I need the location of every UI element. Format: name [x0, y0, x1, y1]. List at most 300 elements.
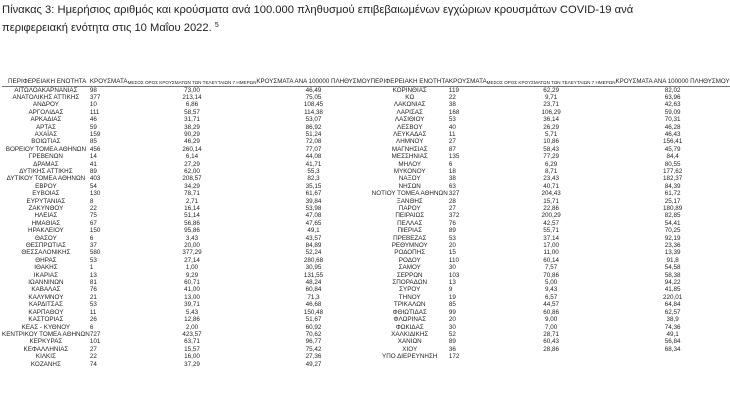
left-region-name-cell: ΓΡΕΒΕΝΩΝ	[28, 153, 63, 161]
header-region: ΠΕΡΙΦΕΡΕΙΑΚΗ ΕΝΟΤΗΤΑ	[371, 68, 449, 86]
left-mean-7-days-cell: 1,00	[185, 264, 199, 272]
table-row	[2, 272, 730, 279]
left-region-name-cell: ΚΟΖΑΝΗΣ	[30, 360, 61, 368]
right-mean-7-days-cell: 6,29	[544, 160, 558, 168]
table-row	[2, 264, 730, 271]
table-row	[2, 161, 730, 168]
right-cases-cell: 20	[448, 316, 456, 324]
table-row	[2, 242, 730, 249]
left-mean-7-days-cell: 2,71	[185, 197, 199, 205]
table-row	[2, 279, 730, 286]
left-mean-7-days-cell: 16,14	[184, 205, 200, 212]
table-row	[2, 316, 730, 323]
table-row	[2, 301, 730, 308]
table-row	[2, 190, 730, 197]
right-region-name-cell: ΣΑΜΟΥ	[398, 264, 421, 272]
left-cases-cell: 53	[89, 301, 97, 309]
right-rate-per-100000-cell: 25,17	[664, 197, 681, 205]
left-cases-cell: 46	[89, 116, 97, 124]
left-rate-per-100000-cell: 46,49	[305, 86, 322, 94]
right-region-name-cell: ΛΑΣΙΘΙΟΥ	[394, 116, 425, 124]
left-region-name-cell: ΑΧΑΪΑΣ	[34, 130, 58, 138]
left-mean-7-days-cell: 58,57	[184, 108, 200, 116]
table-row	[2, 249, 730, 256]
right-rate-per-100000-cell: 38,9	[666, 316, 679, 324]
left-mean-7-days-cell: 31,71	[184, 116, 200, 124]
right-rate-per-100000-cell: 82,02	[664, 86, 681, 94]
left-region-name-cell: ΔΥΤΙΚΗΣ ΑΤΤΙΚΗΣ	[19, 167, 73, 175]
left-rate-per-100000-cell: 53,07	[305, 116, 322, 124]
left-mean-7-days-cell: 39,71	[184, 301, 200, 309]
right-cases-cell: 38	[448, 175, 456, 183]
right-mean-7-days-cell: 62,29	[543, 86, 559, 94]
right-cases-cell: 76	[448, 219, 456, 227]
right-cases-cell: 30	[448, 264, 456, 272]
left-region-name-cell: ΚΕΡΚΥΡΑΣ	[29, 338, 63, 346]
right-cases-cell: 27	[448, 205, 456, 212]
left-region-name-cell: ΑΝΑΤΟΛΙΚΗΣ ΑΤΤΙΚΗΣ	[12, 93, 80, 101]
right-region-name-cell: ΞΑΝΘΗΣ	[396, 197, 423, 205]
left-region-name-cell: ΗΜΑΘΙΑΣ	[31, 219, 61, 227]
table-row	[2, 309, 730, 316]
left-rate-per-100000-cell: 51,24	[305, 130, 322, 138]
right-mean-7-days-cell: 40,71	[543, 182, 559, 190]
left-rate-per-100000-cell: 49,1	[307, 227, 320, 235]
right-region-name-cell: ΜΕΣΣΗΝΙΑΣ	[391, 153, 428, 161]
left-cases-cell: 14	[89, 153, 97, 161]
right-cases-cell: 27	[448, 138, 456, 146]
right-region-name-cell: ΛΑΡΙΣΑΣ	[396, 108, 423, 116]
right-cases-cell: 40	[448, 123, 456, 131]
left-cases-cell: 98	[89, 86, 97, 94]
right-cases-cell: 110	[448, 256, 459, 264]
right-rate-per-100000-cell: 62,57	[664, 308, 681, 316]
right-cases-cell: 87	[448, 145, 456, 153]
right-cases-cell: 20	[448, 242, 456, 250]
left-region-name-cell: ΚΑΛΥΜΝΟΥ	[28, 293, 64, 301]
right-rate-per-100000-cell: 49,1	[666, 330, 679, 338]
left-rate-per-100000-cell: 96,77	[305, 338, 322, 346]
left-rate-per-100000-cell: 77,07	[305, 145, 322, 153]
table-row	[2, 324, 730, 331]
left-rate-per-100000-cell: 49,27	[305, 360, 322, 368]
left-rate-per-100000-cell: 46,68	[305, 301, 322, 309]
right-region-name-cell: ΝΗΣΩΝ	[398, 182, 421, 190]
left-cases-cell: 53	[89, 256, 97, 264]
right-mean-7-days-cell: 10,86	[543, 138, 559, 146]
left-region-name-cell: ΚΙΛΚΙΣ	[35, 353, 56, 361]
right-region-name-cell: ΝΟΤΙΟΥ ΤΟΜΕΑ ΑΘΗΝΩΝ	[371, 190, 448, 198]
left-rate-per-100000-cell: 60,84	[305, 286, 322, 294]
right-mean-7-days-cell: 28,71	[543, 330, 559, 338]
right-mean-7-days-cell: 60,86	[543, 308, 559, 316]
right-rate-per-100000-cell: 59,09	[664, 108, 681, 116]
table-row	[2, 168, 730, 175]
left-rate-per-100000-cell: 43,57	[305, 234, 322, 242]
left-mean-7-days-cell: 12,86	[184, 316, 200, 324]
right-region-name-cell: ΛΗΜΝΟΥ	[396, 138, 424, 146]
left-cases-cell: 74	[89, 360, 97, 368]
left-region-name-cell: ΑΝΔΡΟΥ	[32, 101, 59, 109]
left-rate-per-100000-cell: 108,45	[303, 101, 324, 109]
right-cases-cell: 6	[448, 160, 453, 168]
right-region-name-cell: ΚΟΡΙΝΘΙΑΣ	[392, 86, 427, 94]
table-row	[2, 286, 730, 293]
left-rate-per-100000-cell: 75,05	[305, 93, 322, 101]
left-cases-cell: 22	[89, 353, 97, 361]
left-region-name-cell: ΖΑΚΥΝΘΟΥ	[28, 205, 64, 212]
right-rate-per-100000-cell: 70,31	[664, 116, 681, 124]
left-cases-cell: 22	[89, 205, 97, 212]
right-rate-per-100000-cell: 180,89	[662, 205, 683, 212]
table-row	[2, 205, 730, 212]
left-cases-cell: 727	[89, 330, 101, 338]
right-mean-7-days-cell: 36,14	[543, 116, 559, 124]
left-region-name-cell: ΘΕΣΣΑΛΟΝΙΚΗΣ	[21, 249, 71, 257]
right-region-name-cell: ΚΩ	[405, 93, 415, 101]
left-region-name-cell: ΑΙΤΩΛΟΑΚΑΡΝΑΝΙΑΣ	[14, 86, 78, 94]
right-rate-per-100000-cell: 177,62	[662, 167, 683, 175]
table-row	[2, 346, 730, 353]
left-mean-7-days-cell: 51,14	[184, 212, 200, 220]
left-rate-per-100000-cell: 53,98	[305, 205, 322, 212]
left-rate-per-100000-cell: 86,92	[305, 123, 322, 131]
table-row	[2, 198, 730, 205]
left-region-name-cell: ΙΩΑΝΝΙΝΩΝ	[28, 279, 64, 287]
left-region-name-cell: ΙΘΑΚΗΣ	[34, 264, 58, 272]
right-region-name-cell: ΦΛΩΡΙΝΑΣ	[393, 316, 426, 324]
left-cases-cell: 456	[89, 145, 101, 153]
left-cases-cell: 1	[89, 264, 94, 272]
right-mean-7-days-cell: 44,57	[543, 301, 559, 309]
right-rate-per-100000-cell: 23,36	[664, 242, 681, 250]
left-cases-cell: 76	[89, 286, 97, 294]
right-mean-7-days-cell	[487, 361, 616, 368]
right-cases-cell: 36	[448, 345, 456, 353]
right-rate-per-100000-cell: 220,01	[662, 293, 683, 301]
header-mean: ΜΕΣΟΣ ΟΡΟΣ ΚΡΟΥΣΜΑΤΩΝ ΤΩΝ ΤΕΛΕΥΤΑΙΩΝ 7 ΗΜΕΡΩΝ	[487, 68, 616, 86]
header-region: ΠΕΡΙΦΕΡΕΙΑΚΗ ΕΝΟΤΗΤΑ	[2, 68, 90, 86]
table-row	[2, 212, 730, 219]
left-cases-cell: 89	[89, 167, 97, 175]
table-body	[2, 86, 730, 368]
left-region-name-cell: ΙΚΑΡΙΑΣ	[33, 271, 58, 279]
table-row	[2, 331, 730, 338]
left-region-name-cell: ΑΡΚΑΔΙΑΣ	[30, 116, 62, 124]
left-mean-7-days-cell: 46,29	[184, 138, 200, 146]
right-region-name-cell: ΧΙΟΥ	[402, 345, 418, 353]
left-cases-cell: 377	[89, 93, 101, 101]
left-cases-cell: 8	[89, 197, 94, 205]
left-rate-per-100000-cell: 30,95	[305, 264, 322, 272]
right-mean-7-days-cell: 26,29	[543, 123, 559, 131]
right-cases-cell: 30	[448, 323, 456, 331]
left-cases-cell: 85	[89, 138, 97, 146]
right-mean-7-days-cell: 15,71	[543, 197, 559, 205]
left-rate-per-100000-cell: 51,67	[305, 316, 322, 324]
left-mean-7-days-cell: 15,57	[184, 345, 200, 353]
left-region-name-cell: ΚΕΑΣ - ΚΥΘΝΟΥ	[21, 323, 71, 331]
table-row	[2, 183, 730, 190]
right-mean-7-days-cell: 28,86	[543, 345, 559, 353]
left-mean-7-days-cell: 377,29	[182, 249, 202, 257]
left-mean-7-days-cell: 62,00	[184, 167, 200, 175]
left-mean-7-days-cell: 423,57	[182, 330, 202, 338]
right-region-name-cell: ΤΗΝΟΥ	[398, 293, 421, 301]
right-rate-per-100000-cell: 45,79	[664, 145, 681, 153]
left-region-name-cell: ΑΡΓΟΛΙΔΑΣ	[28, 108, 64, 116]
left-cases-cell: 6	[89, 234, 94, 242]
right-rate-per-100000-cell: 54,58	[664, 264, 681, 272]
right-region-name-cell: ΣΠΟΡΑΔΩΝ	[392, 279, 428, 287]
right-cases-cell: 53	[448, 234, 456, 242]
left-region-name-cell: ΘΗΡΑΣ	[35, 256, 57, 264]
right-cases-cell: 22	[448, 93, 456, 101]
right-cases-cell: 119	[448, 86, 459, 94]
right-region-name-cell: ΜΗΛΟΥ	[398, 160, 422, 168]
right-mean-7-days-cell: 23,71	[543, 101, 559, 109]
left-region-name-cell: ΑΡΤΑΣ	[35, 123, 56, 131]
right-mean-7-days-cell: 17,00	[543, 242, 559, 250]
table-row	[2, 138, 730, 145]
right-region-name-cell: ΧΑΝΙΩΝ	[397, 338, 422, 346]
left-rate-per-100000-cell: 41,71	[305, 160, 322, 168]
left-mean-7-days-cell: 60,71	[184, 279, 200, 287]
table-row	[2, 153, 730, 160]
left-mean-7-days-cell: 3,43	[185, 234, 199, 242]
table-header-row	[2, 68, 730, 86]
left-region-name-cell: ΒΟΙΩΤΙΑΣ	[31, 138, 61, 146]
left-mean-7-days-cell: 13,00	[184, 293, 200, 301]
left-cases-cell: 75	[89, 212, 97, 220]
left-rate-per-100000-cell: 114,38	[304, 108, 323, 116]
header-rate: ΚΡΟΥΣΜΑΤΑ ΑΝΑ 100000 ΠΛΗΘΥΣΜΟΥ	[256, 68, 370, 86]
right-rate-per-100000-cell: 182,37	[662, 175, 683, 183]
right-region-name-cell: ΠΕΙΡΑΙΩΣ	[395, 212, 425, 220]
right-rate-per-100000-cell: 92,19	[664, 234, 681, 242]
left-mean-7-days-cell: 16,00	[184, 353, 200, 361]
right-cases-cell: 52	[448, 330, 456, 338]
left-mean-7-days-cell: 6,14	[185, 153, 199, 161]
left-rate-per-100000-cell: 72,08	[305, 138, 322, 146]
right-mean-7-days-cell: 7,00	[544, 323, 558, 331]
right-mean-7-days-cell: 70,86	[543, 271, 559, 279]
right-mean-7-days-cell: 204,43	[541, 190, 561, 198]
right-region-name-cell	[371, 361, 449, 368]
left-region-name-cell: ΔΥΤΙΚΟΥ ΤΟΜΕΑ ΑΘΗΝΩΝ	[6, 175, 86, 183]
right-mean-7-days-cell: 6,57	[544, 293, 558, 301]
left-cases-cell: 580	[89, 249, 101, 257]
left-region-name-cell: ΚΕΝΤΡΙΚΟΥ ΤΟΜΕΑ ΑΘΗΝΩΝ	[2, 330, 90, 338]
right-region-name-cell: ΠΡΕΒΕΖΑΣ	[393, 234, 427, 242]
left-rate-per-100000-cell: 52,24	[305, 249, 322, 257]
left-mean-7-days-cell: 260,14	[182, 145, 202, 153]
table-row	[2, 361, 730, 368]
right-region-name-cell: ΝΑΞΟΥ	[398, 175, 421, 183]
left-rate-per-100000-cell: 27,36	[305, 353, 322, 361]
table-row	[2, 220, 730, 227]
right-rate-per-100000-cell: 63,96	[664, 93, 681, 101]
right-region-name-cell: ΣΥΡΟΥ	[399, 286, 421, 294]
left-region-name-cell: ΔΡΑΜΑΣ	[33, 160, 59, 168]
right-mean-7-days-cell: 9,00	[544, 316, 558, 324]
left-cases-cell: 37	[89, 242, 97, 250]
right-mean-7-days-cell: 23,43	[543, 175, 559, 183]
table-row	[2, 131, 730, 138]
right-cases-cell: 99	[448, 308, 456, 316]
left-rate-per-100000-cell: 47,08	[305, 212, 322, 220]
table-row	[2, 175, 730, 182]
left-mean-7-days-cell: 90,29	[184, 130, 200, 138]
left-cases-cell: 27	[89, 345, 97, 353]
left-mean-7-days-cell: 20,00	[184, 242, 200, 250]
left-rate-per-100000-cell: 280,68	[303, 256, 324, 264]
right-cases-cell: 38	[448, 101, 456, 109]
left-cases-cell: 111	[89, 108, 100, 116]
header-cases: ΚΡΟΥΣΜΑΤΑ	[90, 68, 128, 86]
right-cases-cell	[449, 361, 487, 368]
left-cases-cell: 403	[89, 175, 101, 183]
right-mean-7-days-cell: 22,86	[543, 205, 559, 212]
left-region-name-cell: ΚΑΣΤΟΡΙΑΣ	[28, 316, 64, 324]
left-cases-cell: 10	[89, 101, 97, 109]
right-cases-cell: 53	[448, 116, 456, 124]
right-mean-7-days-cell: 37,14	[543, 234, 559, 242]
right-cases-cell: 11	[448, 130, 456, 138]
right-cases-cell: 19	[448, 293, 456, 301]
left-rate-per-100000-cell: 55,3	[307, 167, 320, 175]
right-cases-cell: 372	[448, 212, 460, 220]
right-rate-per-100000-cell: 56,84	[664, 338, 681, 346]
left-region-name-cell: ΚΑΒΑΛΑΣ	[31, 286, 61, 294]
left-cases-cell: 54	[89, 182, 97, 190]
right-rate-per-100000-cell: 74,36	[664, 323, 681, 331]
right-mean-7-days-cell: 9,71	[544, 93, 558, 101]
left-region-name-cell: ΚΑΡΠΑΘΟΥ	[28, 308, 64, 316]
right-rate-per-100000-cell	[616, 361, 730, 368]
right-mean-7-days-cell: 60,14	[543, 256, 559, 264]
right-rate-per-100000-cell: 13,39	[664, 249, 681, 257]
right-cases-cell: 13	[448, 279, 456, 287]
table-row	[2, 338, 730, 345]
left-cases-cell: 13	[89, 271, 97, 279]
right-cases-cell: 103	[448, 271, 460, 279]
right-region-name-cell: ΣΕΡΡΩΝ	[396, 271, 423, 279]
right-mean-7-days-cell: 5,00	[544, 279, 558, 287]
left-mean-7-days-cell: 34,29	[184, 182, 200, 190]
table-row	[2, 124, 730, 131]
left-mean-7-days-cell: 9,29	[185, 271, 199, 279]
right-rate-per-100000-cell: 91,8	[666, 256, 679, 264]
right-mean-7-days-cell: 11,00	[543, 249, 559, 257]
right-mean-7-days-cell: 8,71	[544, 167, 558, 175]
table-row	[2, 116, 730, 123]
table-row	[2, 101, 730, 108]
table-row	[2, 227, 730, 234]
left-mean-7-days-cell: 78,71	[184, 190, 200, 198]
right-cases-cell: 63	[448, 182, 456, 190]
right-rate-per-100000-cell: 94,22	[664, 279, 681, 287]
left-mean-7-days-cell: 38,29	[184, 123, 200, 131]
left-mean-7-days-cell: 41,00	[184, 286, 200, 294]
left-rate-per-100000-cell: 44,08	[305, 153, 322, 161]
right-region-name-cell: ΠΙΕΡΙΑΣ	[397, 227, 422, 235]
left-rate-per-100000-cell: 84,89	[305, 242, 322, 250]
caption-footnote: 5	[214, 22, 219, 29]
left-cases-cell: 101	[89, 338, 101, 346]
left-rate-per-100000-cell: 131,55	[303, 271, 324, 279]
right-rate-per-100000-cell: 61,72	[664, 190, 681, 198]
right-region-name-cell: ΧΑΛΚΙΔΙΚΗΣ	[391, 330, 429, 338]
right-mean-7-days-cell: 9,43	[544, 286, 558, 294]
right-region-name-cell: ΜΑΓΝΗΣΙΑΣ	[391, 145, 428, 153]
right-region-name-cell: ΛΕΣΒΟΥ	[397, 123, 423, 131]
left-rate-per-100000-cell: 70,62	[305, 330, 322, 338]
table-row	[2, 94, 730, 101]
right-rate-per-100000-cell: 84,4	[666, 153, 679, 161]
left-cases-cell: 6	[89, 323, 94, 331]
right-mean-7-days-cell: 42,57	[543, 219, 559, 227]
left-mean-7-days-cell: 56,86	[184, 219, 200, 227]
left-rate-per-100000-cell: 75,42	[305, 345, 322, 353]
right-rate-per-100000-cell: 41,85	[664, 286, 681, 294]
left-mean-7-days-cell: 27,14	[184, 256, 200, 264]
table-row	[2, 86, 730, 94]
left-region-name-cell: ΚΑΡΔΙΤΣΑΣ	[28, 301, 63, 309]
right-region-name-cell: ΠΕΛΛΑΣ	[397, 219, 423, 227]
left-region-name-cell: ΒΟΡΕΙΟΥ ΤΟΜΕΑ ΑΘΗΝΩΝ	[5, 145, 87, 153]
left-mean-7-days-cell: 5,43	[185, 308, 199, 316]
right-cases-cell: 85	[448, 301, 456, 309]
right-cases-cell: 135	[448, 153, 460, 161]
right-rate-per-100000-cell: 54,41	[664, 219, 681, 227]
left-rate-per-100000-cell: 48,24	[305, 279, 322, 287]
left-rate-per-100000-cell: 47,65	[305, 219, 322, 227]
right-rate-per-100000-cell: 42,63	[664, 101, 681, 109]
header-rate: ΚΡΟΥΣΜΑΤΑ ΑΝΑ 100000 ΠΛΗΘΥΣΜΟΥ	[616, 68, 730, 86]
table-row	[2, 257, 730, 264]
left-mean-7-days-cell: 73,00	[184, 86, 200, 94]
left-cases-cell: 21	[89, 293, 97, 301]
right-cases-cell: 15	[448, 249, 456, 257]
left-rate-per-100000-cell: 71,3	[307, 293, 320, 301]
caption-text: Πίνακας 3: Ημερήσιος αριθμός και κρούσματα ανά 100.000 πληθυσμού επιβεβαιωμένων εγχώριων κρουσμάτων COVID-19 ανά περιφερειακή ενότητα στις 10 Μαΐου 2022.	[2, 4, 634, 34]
right-rate-per-100000-cell: 156,41	[662, 138, 683, 146]
left-cases-cell: 81	[89, 279, 97, 287]
left-mean-7-days-cell: 63,71	[184, 338, 200, 346]
left-region-name-cell: ΗΡΑΚΛΕΙΟΥ	[28, 227, 64, 235]
right-cases-cell: 89	[448, 227, 456, 235]
right-rate-per-100000-cell: 70,25	[664, 227, 681, 235]
right-cases-cell: 89	[448, 338, 456, 346]
left-cases-cell: 159	[89, 130, 101, 138]
right-region-name-cell: ΦΘΙΩΤΙΔΑΣ	[392, 308, 427, 316]
left-region-name-cell: ΕΥΡΥΤΑΝΙΑΣ	[26, 197, 66, 205]
left-cases-cell: 67	[89, 219, 97, 227]
left-rate-per-100000-cell: 61,67	[305, 190, 322, 198]
right-rate-per-100000-cell: 58,38	[664, 271, 681, 279]
right-mean-7-days-cell: 77,29	[543, 153, 559, 161]
header-cases: ΚΡΟΥΣΜΑΤΑ	[449, 68, 487, 86]
right-rate-per-100000-cell: 46,28	[664, 123, 681, 131]
left-mean-7-days-cell: 95,86	[184, 227, 200, 235]
left-mean-7-days-cell: 208,57	[182, 175, 202, 183]
right-mean-7-days-cell: 106,29	[541, 108, 561, 116]
covid-cases-table	[2, 68, 730, 368]
table-caption	[2, 3, 682, 36]
right-mean-7-days-cell: 60,43	[543, 338, 559, 346]
left-mean-7-days-cell: 213,14	[182, 93, 202, 101]
